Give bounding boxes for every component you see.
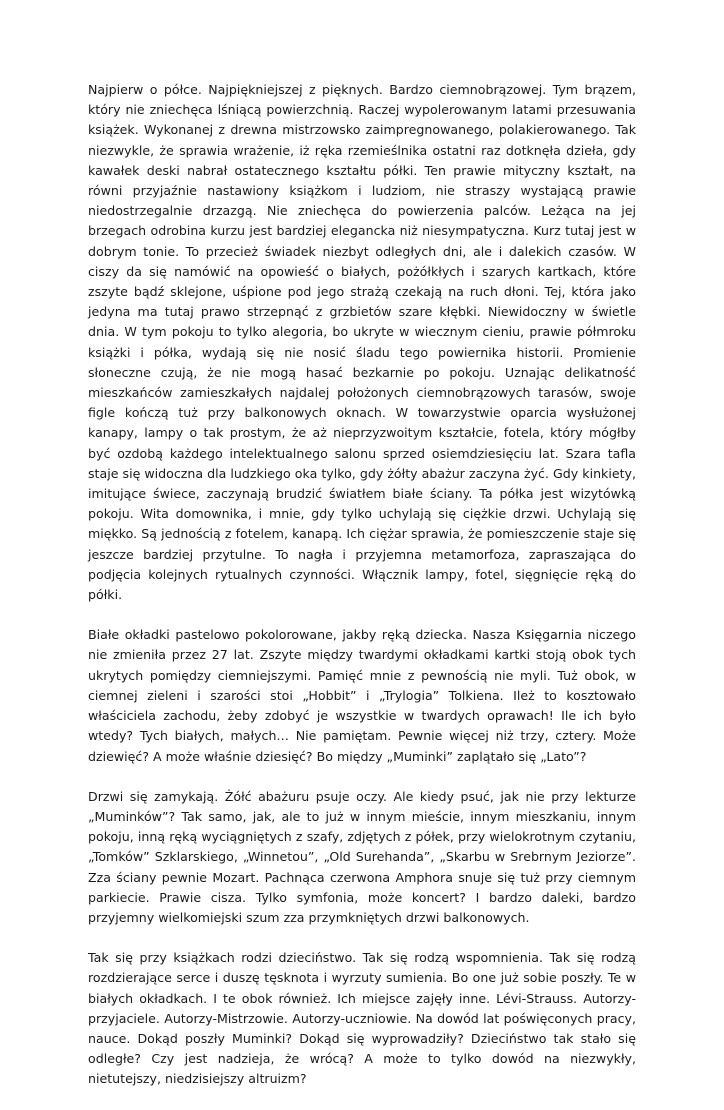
document-body (88, 80, 636, 1110)
paragraph-3: Drzwi się zamykają. Żółć abażuru psuje oczy. Ale kiedy psuć, jak nie przy lekturze „Muminków”? Tak samo, jak, ale to już w innym mieście, innym mieszkaniu, innym pokoju, inną ręką wyciągniętych z szafy, zdjętych z półek, przy wielokrotnym czytaniu, „Tomków” Szklarskiego, „Winnetou”, „Old Surehanda”, „Skarbu w Srebrnym Jeziorze”. Zza ściany pewnie Mozart. Pachnąca czerwona Amphora snuje się tuż przy ciemnym parkiecie. Prawie cisza. Tylko symfonia, może koncert? I bardzo daleki, bardzo przyjemny wielkomiejski szum zza przymkniętych drzwi balkonowych. (88, 788, 636, 925)
paragraph-2: Białe okładki pastelowo pokolorowane, jakby ręką dziecka. Nasza Księgarnia niczego nie zmieniła przez 27 lat. Zszyte między twardymi okładkami kartki stoją obok tych ukrytych pomiędzy ciemniejszymi. Pamięć mnie z pewnością nie myli. Tuż obok, w ciemnej zieleni i szarości stoi „Hobbit” i „Trylogia” Tolkiena. Ileż to kosztowało właściciela zachodu, żeby zdobyć je wszystkie w twardych oprawach! Ile ich było wtedy? Tych białych, małych… Nie pamiętam. Pewnie więcej niż trzy, cztery. Może dziewięć? A może właśnie dziesięć? Bo między „Muminki” zaplątało się „Lato”? (88, 627, 636, 764)
paragraph-1: Najpierw o półce. Najpiękniejszej z pięknych. Bardzo ciemnobrązowej. Tym brązem, który nie zniechęca lśniącą powierzchnią. Raczej wypolerowanym latami przesuwania książek. Wykonanej z drewna mistrzowsko zaimpregnowanego, polakierowanego. Tak niezwykle, że sprawia wrażenie, iż ręka rzemieślnika ostatni raz dotknęła dzieła, gdy kawałek deski nabrał ostatecznego kształtu półki. Ten prawie mityczny kształt, na równi przyjaźnie nastawiony książkom i ludziom, nie straszy wystającą prawie niedostrzegalnie drzazgą. Nie zniechęca do powierzenia palców. Leżąca na jej brzegach odrobina kurzu jest bardziej elegancka niż niesympatyczna. Kurz tutaj jest w dobrym tonie. To przecież świadek niezbyt odległych dni, ale i dalekich czasów. W ciszy da się namówić na opowieść o białych, pożółkłych i szarych kartkach, które zszyte bądź sklejone, uśpione pod jego strażą czekają na ruch dłoni. Tej, która jako jedyna ma tutaj prawo strzepnąć z grzbietów szare kłębki. Niewidoczny w świetle dnia. W tym pokoju to tylko alegoria, bo ukryte w wiecznym cieniu, prawie półmroku książki i półka, wydają się nie nosić śladu tego powiernika historii. Promienie słoneczne czują, że nie mogą hasać bezkarnie po pokoju. Uznając delikatność mieszkańców zamieszkałych najdalej położonych ciemnobrązowych tarasów, swoje figle kończą tuż przy balkonowych oknach. W towarzystwie oparcia wysłużonej kanapy, lampy o tak prostym, że aż nieprzyzwoitym kształcie, fotela, który mógłby być ozdobą każdego intelektualnego salonu sprzed osiemdziesięciu lat. Szara tafla staje się widoczna dla ludzkiego oka tylko, gdy żółty abażur zaczyna żyć. Gdy kinkiety, imitujące świece, zaczynają brudzić światłem białe ściany. Ta półka jest wizytówką pokoju. Wita domownika, i mnie, gdy tylko uchylają się ciężkie drzwi. Uchylają się miękko. Są jednością z fotelem, kanapą. Ich ciężar sprawia, że pomieszczenie staje się jeszcze bardziej przytulne. To nagła i przyjemna metamorfoza, zapraszająca do podjęcia kolejnych rytualnych czynności. Włącznik lampy, fotel, sięgnięcie ręką do półki. (88, 82, 636, 603)
paragraph-4: Tak się przy książkach rodzi dzieciństwo. Tak się rodzą wspomnienia. Tak się rodzą rozdzierające serce i duszę tęsknota i wyrzuty sumienia. Bo one już sobie poszły. Te w białych okładkach. I te obok również. Ich miejsce zajęły inne. Lévi-Strauss. Autorzy-przyjaciele. Autorzy-Mistrzowie. Autorzy-uczniowie. Na dowód lat poświęconych pracy, nauce. Dokąd poszły Muminki? Dokąd się wyprowadziły? Dzieciństwo tak stało się odległe? Czy jest nadzieja, że wrócą? A może to tylko dowód na niezwykły, nietutejszy, niedzisiejszy altruizm? (88, 950, 636, 1087)
